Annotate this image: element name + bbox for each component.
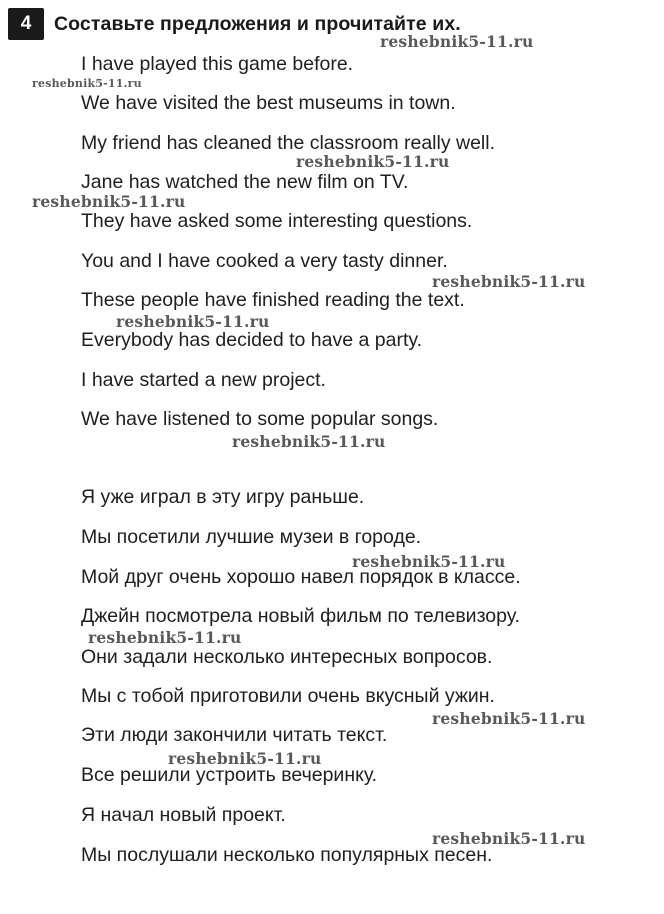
russian-sentence: Я начал новый проект. xyxy=(81,804,286,826)
russian-sentence: Мой друг очень хорошо навел порядок в классе. xyxy=(81,566,521,588)
watermark: reshebnik5-11.ru xyxy=(380,32,534,51)
watermark: reshebnik5-11.ru xyxy=(116,312,270,331)
english-sentence: Everybody has decided to have a party. xyxy=(81,329,423,351)
english-sentence: We have listened to some popular songs. xyxy=(81,408,439,430)
watermark: reshebnik5-11.ru xyxy=(88,628,242,647)
english-sentence: You and I have cooked a very tasty dinner. xyxy=(81,250,448,272)
watermark: reshebnik5-11.ru xyxy=(232,432,386,451)
watermark: reshebnik5-11.ru xyxy=(296,152,450,171)
russian-sentence: Я уже играл в эту игру раньше. xyxy=(81,486,365,508)
watermark: reshebnik5-11.ru xyxy=(32,77,142,90)
russian-sentence: Все решили устроить вечеринку. xyxy=(81,764,378,786)
russian-sentence: Они задали несколько интересных вопросов. xyxy=(81,646,493,668)
russian-sentence: Джейн посмотрела новый фильм по телевизору. xyxy=(81,605,520,627)
russian-sentence: Эти люди закончили читать текст. xyxy=(81,724,388,746)
watermark: reshebnik5-11.ru xyxy=(432,272,586,291)
russian-sentence: Мы посетили лучшие музеи в городе. xyxy=(81,526,422,548)
english-sentence: I have started a new project. xyxy=(81,369,326,391)
english-sentence: We have visited the best museums in town. xyxy=(81,92,456,114)
english-sentence: My friend has cleaned the classroom really well. xyxy=(81,132,496,154)
russian-sentence: Мы послушали несколько популярных песен. xyxy=(81,844,493,866)
watermark: reshebnik5-11.ru xyxy=(352,552,506,571)
watermark: reshebnik5-11.ru xyxy=(168,749,322,768)
russian-sentence: Мы с тобой приготовили очень вкусный ужин. xyxy=(81,685,495,707)
english-sentence: These people have finished reading the text. xyxy=(81,289,465,311)
task-title: Составьте предложения и прочитайте их. xyxy=(54,12,461,35)
task-number-badge: 4 xyxy=(8,8,44,40)
english-sentence: I have played this game before. xyxy=(81,53,354,75)
english-sentence: They have asked some interesting questions. xyxy=(81,210,473,232)
english-sentence: Jane has watched the new film on TV. xyxy=(81,171,409,193)
watermark: reshebnik5-11.ru xyxy=(32,192,186,211)
watermark: reshebnik5-11.ru xyxy=(432,709,586,728)
watermark: reshebnik5-11.ru xyxy=(432,829,586,848)
